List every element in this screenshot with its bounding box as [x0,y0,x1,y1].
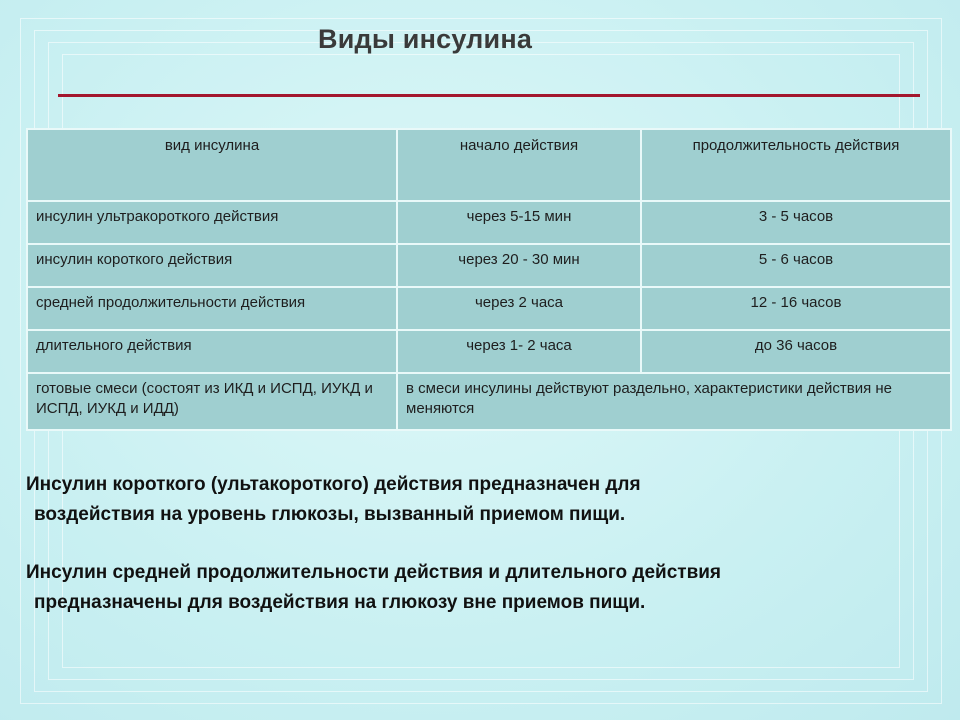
note-line: предназначены для воздействия на глюкозу вне приемов пищи. [34,592,646,613]
table-row-mixtures [27,373,951,430]
slide-title: Виды инсулина [318,24,533,54]
table-row [27,201,951,244]
cell-type: длительного действия [27,330,397,373]
note-line: воздействия на уровень глюкозы, вызванный приемом пищи. [34,504,626,525]
cell-mix-note: в смеси инсулины действуют раздельно, характеристики действия не меняются [397,373,951,430]
cell-type: инсулин ультракороткого действия [27,201,397,244]
cell-onset: через 5-15 мин [397,201,641,244]
cell-onset: через 20 - 30 мин [397,244,641,287]
note-line: Инсулин короткого (ультакороткого) действия предназначен для [26,474,641,495]
cell-duration: до 36 часов [641,330,951,373]
title-underline [58,94,920,97]
table-row [27,287,951,330]
cell-mix-name: готовые смеси (состоят из ИКД и ИСПД, ИУКД и ИСПД, ИУКД и ИДД) [27,373,397,430]
cell-onset: через 1- 2 часа [397,330,641,373]
table-row [27,244,951,287]
cell-duration: 3 - 5 часов [641,201,951,244]
insulin-types-table [26,128,952,431]
table-header-row [27,129,951,201]
cell-duration: 5 - 6 часов [641,244,951,287]
note-long-acting [26,558,926,618]
cell-type: средней продолжительности действия [27,287,397,330]
cell-onset: через 2 часа [397,287,641,330]
cell-type: инсулин короткого действия [27,244,397,287]
note-line: Инсулин средней продолжительности действия и длительного действия [26,562,722,583]
table-row [27,330,951,373]
header-cell-duration: продолжительность действия [641,129,951,201]
header-cell-onset: начало действия [397,129,641,201]
cell-duration: 12 - 16 часов [641,287,951,330]
note-short-acting [26,470,926,530]
header-cell-type: вид инсулина [27,129,397,201]
